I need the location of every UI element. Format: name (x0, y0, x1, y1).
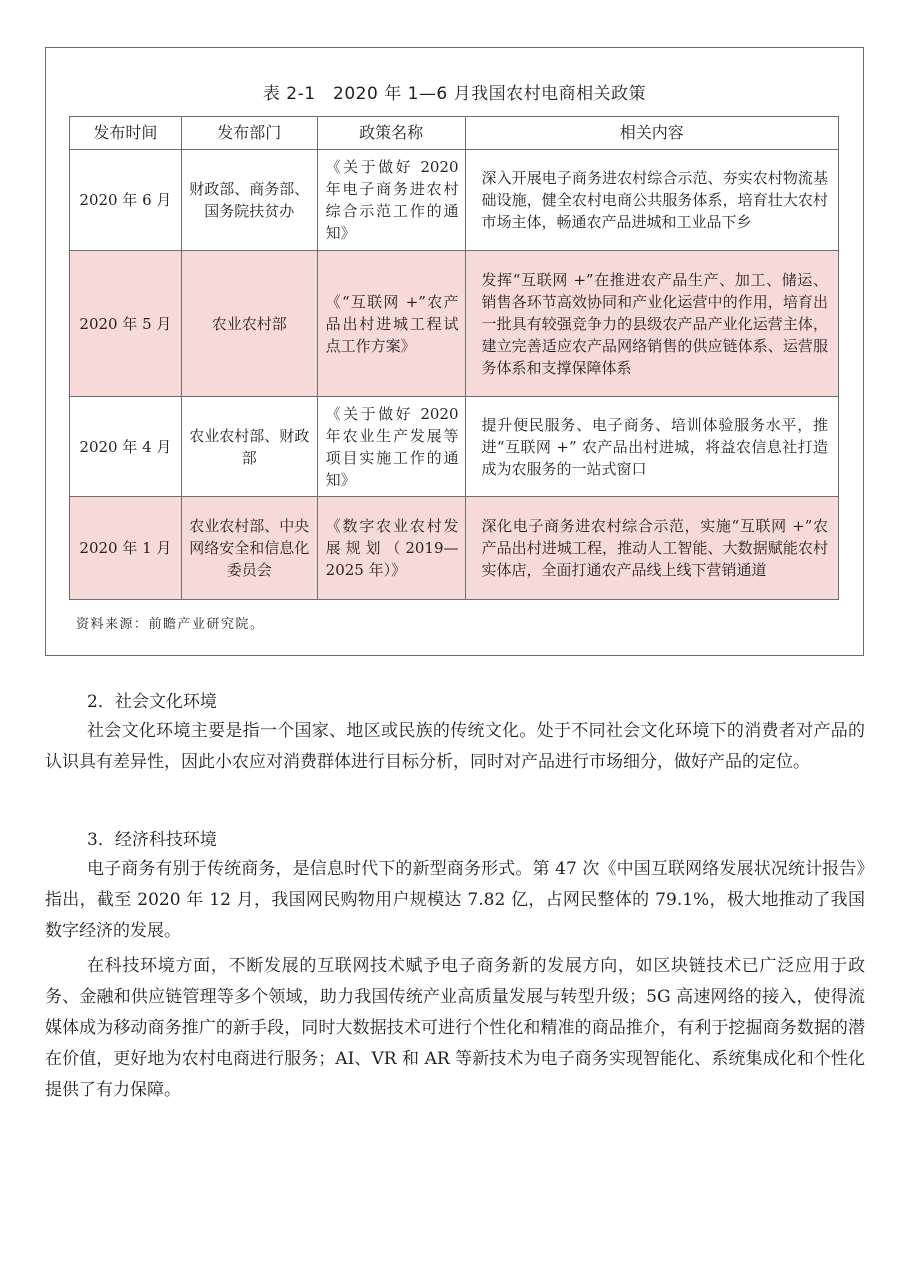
row-content: 深入开展电子商务进农村综合示范、夯实农村物流基础设施，健全农村电商公共服务体系，培育壮大农村市场主体，畅通农产品进城和工业品下乡 (465, 150, 838, 251)
policy-table (69, 116, 839, 600)
header-content: 相关内容 (465, 117, 838, 150)
section-heading-economy-tech: 3．经济科技环境 (87, 830, 217, 850)
row-dept: 农业农村部、中央网络安全和信息化委员会 (181, 497, 317, 600)
table-title: 表 2-1 2020 年 1—6 月我国农村电商相关政策 (262, 84, 647, 104)
header-date: 发布时间 (70, 117, 182, 150)
section-economy-tech-body (45, 854, 865, 1106)
row-policy-name: 《“互联网 +”农产品出村进城工程试点工作方案》 (317, 251, 465, 397)
paragraph: 社会文化环境主要是指一个国家、地区或民族的传统文化。处于不同社会文化环境下的消费者对产品的认识具有差异性，因此小农应对消费群体进行目标分析，同时对产品进行市场细分，做好产品的定位。 (45, 721, 865, 772)
row-date: 2020 年 6 月 (70, 150, 182, 251)
row-policy-name: 《数字农业农村发展规划（2019—2025 年）》 (317, 497, 465, 600)
row-dept: 农业农村部、财政部 (181, 397, 317, 497)
section-heading-social-culture: 2．社会文化环境 (87, 692, 217, 712)
table-row (70, 150, 839, 251)
row-policy-name: 《关于做好 2020 年电子商务进农村综合示范工作的通知》 (317, 150, 465, 251)
paragraph: 电子商务有别于传统商务，是信息时代下的新型商务形式。第 47 次《中国互联网络发展状况统计报告》指出，截至 2020 年 12 月，我国网民购物用户规模达 7.82 亿，占网民整体的 79.1%，极大地推动了我国数字经济的发展。 (45, 859, 865, 941)
table-row (70, 251, 839, 397)
table-row (70, 397, 839, 497)
row-dept: 农业农村部 (181, 251, 317, 397)
table-row (70, 497, 839, 600)
row-date: 2020 年 4 月 (70, 397, 182, 497)
row-content: 深化电子商务进农村综合示范，实施“互联网 +”农产品出村进城工程，推动人工智能、大数据赋能农村实体店，全面打通农产品线上线下营销通道 (465, 497, 838, 600)
row-content: 提升便民服务、电子商务、培训体验服务水平，推进“互联网 +” 农产品出村进城，将益农信息社打造成为农服务的一站式窗口 (465, 397, 838, 497)
row-date: 2020 年 5 月 (70, 251, 182, 397)
header-name: 政策名称 (317, 117, 465, 150)
header-dept: 发布部门 (181, 117, 317, 150)
paragraph: 在科技环境方面，不断发展的互联网技术赋予电子商务新的发展方向，如区块链技术已广泛应用于政务、金融和供应链管理等多个领域，助力我国传统产业高质量发展与转型升级；5G 高速网络的接入，使得流媒体成为移动商务推广的新手段，同时大数据技术可进行个性化和精准的商品推介，有利于挖掘商务数据的潜在价值，更好地为农村电商进行服务；AI、VR 和 AR 等新技术为电子商务实现智能化、系统集成化和个性化提供了有力保障。 (45, 956, 865, 1100)
row-policy-name: 《关于做好 2020 年农业生产发展等项目实施工作的通知》 (317, 397, 465, 497)
row-content: 发挥“互联网 +”在推进农产品生产、加工、储运、销售各环节高效协同和产业化运营中的作用，培育出一批具有较强竞争力的县级农产品产业化运营主体，建立完善适应农产品网络销售的供应链体系、运营服务体系和支撑保障体系 (465, 251, 838, 397)
section-social-culture-body (45, 716, 865, 778)
table-source-note: 资料来源：前瞻产业研究院。 (76, 617, 265, 632)
policy-table-frame (45, 47, 864, 656)
row-date: 2020 年 1 月 (70, 497, 182, 600)
table-header-row (70, 117, 839, 150)
row-dept: 财政部、商务部、国务院扶贫办 (181, 150, 317, 251)
